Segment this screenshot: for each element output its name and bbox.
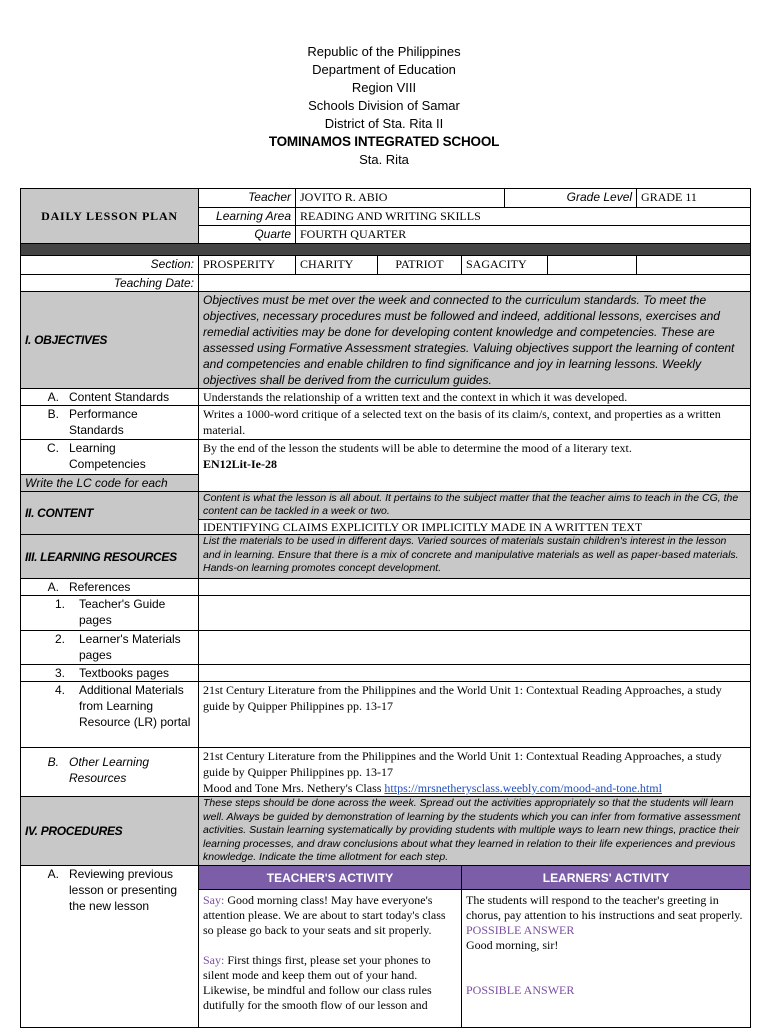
learners-materials-label — [21, 631, 199, 665]
learner-response-1: The students will respond to the teacher's greeting in chorus, pay attention to his instructions and seat properly. — [466, 893, 743, 922]
other-resources-text: Other Learning Resources — [69, 755, 150, 785]
school-name: TOMINAMOS INTEGRATED SCHOOL — [268, 134, 500, 149]
section-empty-2 — [637, 256, 751, 275]
other-resources-value — [199, 748, 751, 797]
content-value: IDENTIFYING CLAIMS EXPLICITLY OR IMPLICITLY MADE IN A WRITTEN TEXT — [199, 520, 751, 535]
section-empty-1 — [548, 256, 637, 275]
references-num: A. — [47, 580, 59, 594]
learner-activity-header: LEARNERS' ACTIVITY — [462, 866, 751, 890]
textbooks-label — [21, 665, 199, 682]
republic-line: Republic of the Philippines — [307, 44, 461, 59]
other-resources-label — [21, 748, 199, 797]
learner-activity-cell — [462, 890, 751, 1028]
section-label: Section: — [21, 256, 199, 275]
reviewing-lesson-text: Reviewing previous lesson or presenting the new lesson — [69, 867, 178, 913]
content-standards-value: Understands the relationship of a written text and the context in which it was developed. — [199, 389, 751, 406]
additional-materials-text: Additional Materials from Learning Resource (LR) portal — [79, 683, 191, 729]
content-standards-text: Content Standards — [69, 390, 170, 404]
teacher-say-1 — [203, 893, 457, 938]
learning-competencies-value — [199, 440, 751, 492]
performance-standards-value: Writes a 1000-word critique of a selected text on the basis of its claim/s, context, and properties as a written material. — [199, 406, 751, 440]
answer-1: Good morning, sir! — [466, 938, 559, 952]
references-label — [21, 579, 199, 596]
district-line: District of Sta. Rita II — [324, 116, 444, 131]
section-charity: CHARITY — [296, 256, 378, 275]
resources-heading: III. LEARNING RESOURCES — [21, 535, 199, 579]
teachers-guide-num: 1. — [55, 597, 66, 611]
department-line: Department of Education — [312, 62, 456, 77]
content-standards-label — [21, 389, 199, 406]
learning-competencies-num: C. — [47, 441, 59, 455]
teacher-activity-cell — [199, 890, 462, 1028]
learners-materials-text: Learner's Materials pages — [79, 632, 181, 662]
procedures-note: These steps should be done across the week. Spread out the activities appropriately so that the students will learn well. Always be guided by demonstration of learning by the students which you can infer from formative assessment activities. Sustain learning systematically by providing students with multiple ways to learn new things, practice their learning processes, and draw conclusions about what they learned in relation to their life experiences and previous knowledge. Indicate the time allotment for each step. — [199, 797, 751, 866]
teacher-label: Teacher — [199, 189, 296, 208]
additional-materials-num: 4. — [55, 683, 66, 697]
content-standards-num: A. — [47, 390, 59, 404]
learning-competencies-label — [21, 440, 199, 475]
quarter-label: Quarte — [199, 226, 296, 244]
teaching-date-value — [199, 275, 751, 292]
resources-note: List the materials to be used in different days. Varied sources of materials sustain children's interest in the lesson and in learning. Ensure that there is a mix of concrete and manipulative materials as well as paper-based materials. Hands-on learning promotes concept development. — [199, 535, 751, 579]
competency-code: EN12Lit-Ie-28 — [203, 457, 277, 471]
reviewing-lesson-num: A. — [47, 867, 59, 881]
section-prosperity: PROSPERITY — [199, 256, 296, 275]
teachers-guide-label — [21, 596, 199, 631]
performance-standards-text: Performance Standards — [69, 407, 138, 437]
learners-materials-value — [199, 631, 751, 665]
teaching-date-label: Teaching Date: — [21, 275, 199, 292]
additional-materials-value: 21st Century Literature from the Philippines and the World Unit 1: Contextual Reading Approaches, a study guide by Quipper Philippines pp. 13-17 — [199, 682, 751, 748]
say-text-2: First things first, please set your phones to silent mode and keep them out of your hand. Likewise, be mindful and follow our class rules dutifully for the smooth flow of our lesson and — [203, 953, 432, 1012]
say-text-1: Good morning class! May have everyone's attention please. We are about to start today's class so please go back to your seats and sit properly. — [203, 893, 446, 937]
area-label: Learning Area — [199, 208, 296, 226]
lc-code-label: Write the LC code for each — [21, 475, 199, 492]
textbooks-num: 3. — [55, 666, 66, 680]
textbooks-text: Textbooks pages — [79, 666, 170, 680]
references-value — [199, 579, 751, 596]
other-resources-text-2 — [203, 780, 746, 796]
performance-standards-label — [21, 406, 199, 440]
region-line: Region VIII — [351, 80, 417, 95]
teacher-say-2 — [203, 953, 457, 1013]
town-line: Sta. Rita — [359, 152, 409, 167]
additional-materials-label — [21, 682, 199, 748]
reviewing-lesson-label — [21, 866, 199, 1028]
other-resources-num: B. — [47, 755, 59, 769]
performance-standards-num: B. — [47, 407, 59, 421]
teacher-value: JOVITO R. ABIO — [296, 189, 505, 208]
learning-competencies-text: Learning Competencies — [69, 441, 146, 471]
possible-answer-1: POSSIBLE ANSWER — [466, 923, 575, 937]
competency-text: By the end of the lesson the students will be able to determine the mood of a literary text. — [203, 441, 632, 455]
procedures-heading: IV. PROCEDURES — [21, 797, 199, 866]
document-header — [0, 43, 768, 169]
say-tag-1: Say: — [203, 893, 225, 907]
quarter-value: FOURTH QUARTER — [296, 226, 751, 244]
references-text: References — [69, 580, 131, 594]
teacher-activity-header: TEACHER'S ACTIVITY — [199, 866, 462, 890]
content-heading: II. CONTENT — [21, 492, 199, 535]
possible-answer-2: POSSIBLE ANSWER — [466, 983, 575, 997]
objectives-note: Objectives must be met over the week and connected to the curriculum standards. To meet the objectives, necessary procedures must be followed and indeed, additional lessons, exercises and remedial activities may be done for developing content knowledge and competencies. These are assessed using Formative Assessment strategies. Valuing objectives support the learning of content and competencies and enable children to find significance and joy in learning lessons. Weekly objectives shall be derived from the curriculum guides. — [199, 292, 751, 389]
objectives-heading: I. OBJECTIVES — [21, 292, 199, 389]
grade-label: Grade Level — [505, 189, 637, 208]
say-tag-2: Say: — [203, 953, 225, 967]
lesson-plan-table — [20, 188, 751, 1028]
learners-materials-num: 2. — [55, 632, 66, 646]
grade-value: GRADE 11 — [637, 189, 751, 208]
divider-bar — [21, 244, 751, 256]
teachers-guide-value — [199, 596, 751, 631]
division-line: Schools Division of Samar — [308, 98, 460, 113]
area-value: READING AND WRITING SKILLS — [296, 208, 751, 226]
section-sagacity: SAGACITY — [462, 256, 548, 275]
teachers-guide-text: Teacher's Guide pages — [79, 597, 166, 627]
mood-tone-text: Mood and Tone Mrs. Nethery's Class — [203, 781, 385, 795]
content-note: Content is what the lesson is all about. It pertains to the subject matter that the teacher aims to teach in the CG, the content can be tackled in a week or two. — [199, 492, 751, 520]
textbooks-value — [199, 665, 751, 682]
other-resources-text-1: 21st Century Literature from the Philippines and the World Unit 1: Contextual Reading Approaches, a study guide by Quipper Philippines pp. 13-17 — [203, 749, 722, 779]
mood-tone-link[interactable]: https://mrsnetherysclass.weebly.com/mood-and-tone.html — [384, 781, 662, 795]
plan-title: DAILY LESSON PLAN — [21, 189, 199, 244]
section-patriot: PATRIOT — [378, 256, 462, 275]
